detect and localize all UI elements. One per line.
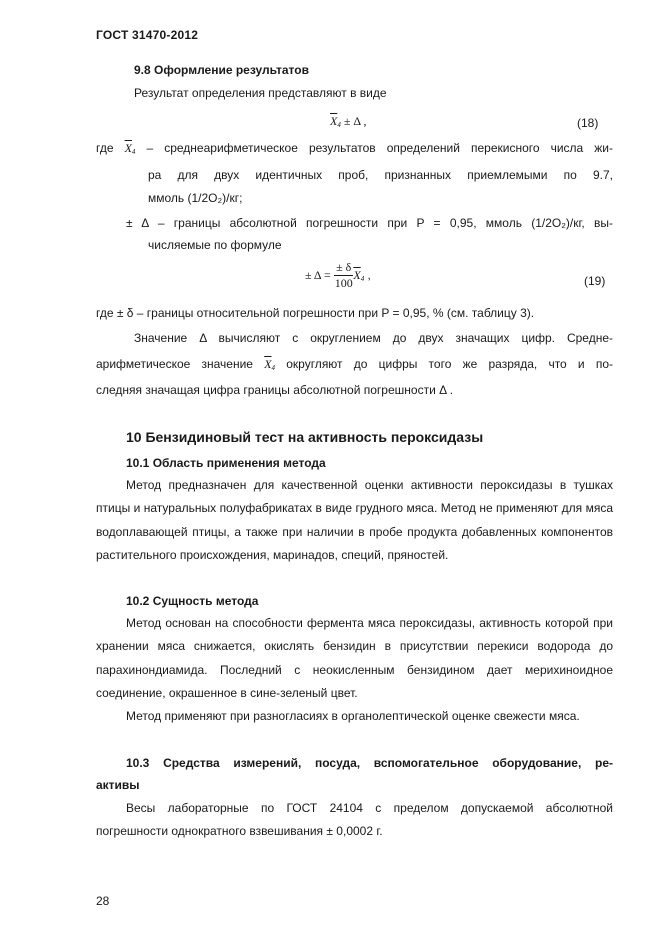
where-block-1 [96, 141, 613, 156]
section-10-3-heading-l1: 10.3 Средства измерений, посуда, вспомогательное оборудование, ре- [126, 756, 613, 770]
page-number: 28 [96, 894, 110, 908]
where1-line2: ра для двух идентичных проб, признанных приемлемыми по 9.7, [148, 168, 613, 182]
where2-line: где ± δ – границы относительной погрешности при P = 0,95, % (см. таблицу 3). [96, 306, 535, 320]
section-10-2-heading: 10.2 Сущность метода [126, 594, 259, 608]
formula-18-var: $\overline{X}$ [330, 114, 338, 128]
section-10-3-heading-l2: активы [96, 778, 140, 792]
formula-19-number: (19) [584, 274, 606, 288]
formula-19-fraction: $\frac{\pm \delta}{100}$ [334, 260, 353, 290]
section-10-3-text: Весы лабораторные по ГОСТ 24104 с пределом допускаемой абсолютной погрешности однократного взвешивания ± 0,0002 г. [96, 801, 613, 839]
where1-line1: где $\overline{X}_4$ – среднеарифметическое результатов определений перекисного числа жи- [96, 141, 614, 156]
section-10-2-text2: Метод применяют при разногласиях в органолептической оценке свежести мяса. [126, 709, 580, 723]
section-10-1-heading: 10.1 Область применения метода [126, 456, 326, 470]
formula-18 [330, 114, 366, 129]
formula-18-sub: 4 [337, 121, 341, 129]
formula-18-number: (18) [577, 116, 599, 130]
delta-line1: ± Δ – границы абсолютной погрешности при P = 0,95, ммоль (1/2O₂)/кг, вы- [126, 216, 613, 230]
rounding-line1: Значение Δ вычисляют с округлением до двух значащих цифр. Средне- [134, 331, 613, 345]
rounding-line2: арифметическое значение $\overline{X}_4$ округляют до цифры того же разряда, что и по- [96, 357, 613, 372]
formula-18-rest: ± Δ , [340, 114, 367, 128]
delta-line2: числяемые по формуле [148, 238, 282, 252]
section-9-8-intro: Результат определения представляют в виде [134, 86, 387, 100]
document-header: ГОСТ 31470-2012 [96, 28, 199, 42]
where1-line3: ммоль (1/2O₂)/кг; [148, 191, 243, 205]
rounding-line3: следняя значащая цифра границы абсолютной погрешности Δ . [96, 383, 454, 397]
section-10-heading: 10 Бензидиновый тест на активность пероксидазы [126, 429, 484, 445]
section-9-8-heading: 9.8 Оформление результатов [134, 63, 309, 77]
formula-19: ± Δ = $\frac{\pm \delta}{100}$ $\overline{X}_4$ , [305, 260, 371, 290]
section-10-1-text: Метод предназначен для качественной оценки активности пероксидазы в тушках птицы и натуральных полуфабрикатах в виде грудного мяса. Метод не применяют для мяса водоплавающей птицы, а также при наличии в пробе продукта добавленных компонентов растительного происхождения, маринадов, специй, пряностей. [96, 478, 613, 563]
section-10-2-text: Метод основан на способности фермента мяса пероксидазы, активность которой при хранении мяса снижается, окислять бензидин в присутствии перекиси водорода до парахинондиамида. Последний с неокисленным бензидином дает мерихиноидное соединение, окрашенное в сине-зеленый цвет. [96, 616, 613, 701]
